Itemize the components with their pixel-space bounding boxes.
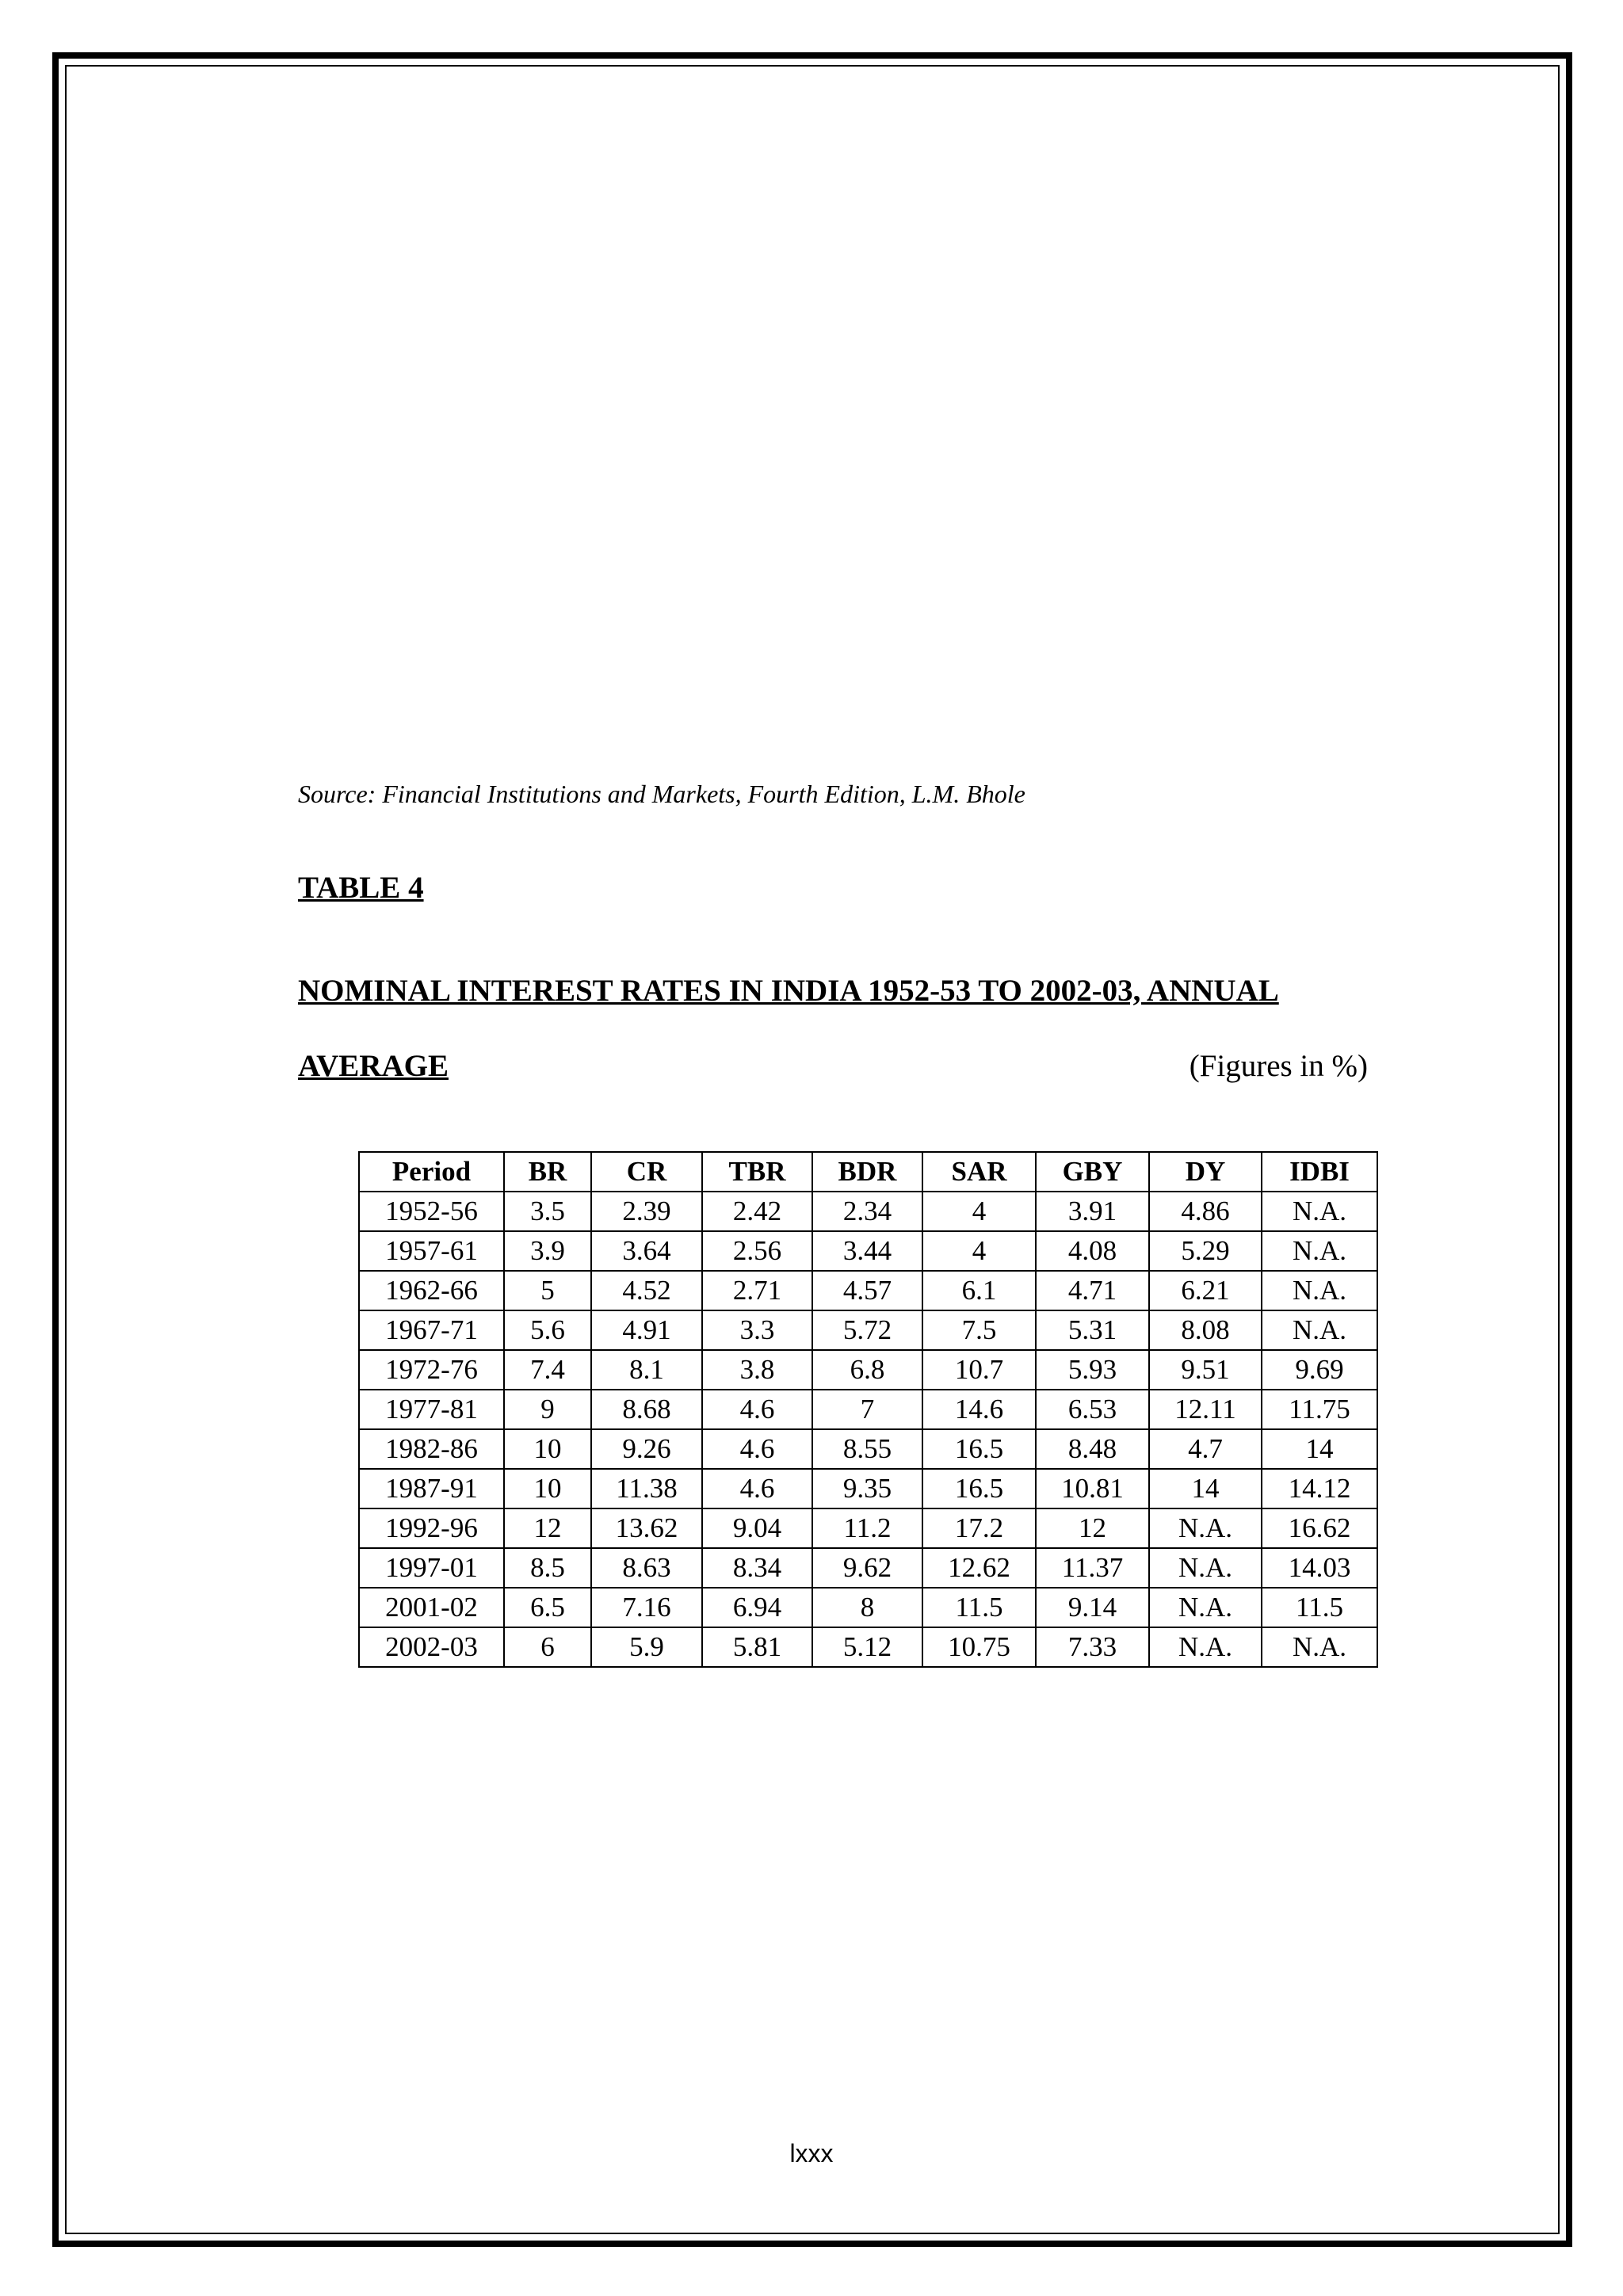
cell-cr: 8.68: [591, 1390, 702, 1429]
header-idbi: IDBI: [1262, 1152, 1377, 1192]
cell-gby: 6.53: [1036, 1390, 1149, 1429]
cell-tbr: 4.6: [702, 1390, 812, 1429]
cell-bdr: 5.72: [812, 1310, 922, 1350]
table-header-row: [359, 1152, 1377, 1192]
header-cr: CR: [591, 1152, 702, 1192]
cell-sar: 7.5: [922, 1310, 1036, 1350]
source-citation: Source: Financial Institutions and Markets, Fourth Edition, L.M. Bhole: [298, 780, 1025, 808]
cell-bdr: 5.12: [812, 1627, 922, 1667]
table-row: [359, 1429, 1377, 1469]
cell-sar: 16.5: [922, 1469, 1036, 1508]
cell-dy: N.A.: [1149, 1627, 1262, 1667]
cell-gby: 11.37: [1036, 1548, 1149, 1588]
cell-gby: 12: [1036, 1508, 1149, 1548]
page-border-inner: [65, 65, 1560, 2234]
page-number: lxxx: [789, 2139, 834, 2168]
cell-period: 1997-01: [359, 1548, 504, 1588]
table-title-line2: AVERAGE: [298, 1049, 449, 1083]
cell-sar: 10.75: [922, 1627, 1036, 1667]
cell-period: 1982-86: [359, 1429, 504, 1469]
cell-dy: 14: [1149, 1469, 1262, 1508]
cell-tbr: 5.81: [702, 1627, 812, 1667]
cell-bdr: 11.2: [812, 1508, 922, 1548]
cell-cr: 3.64: [591, 1231, 702, 1271]
cell-dy: 8.08: [1149, 1310, 1262, 1350]
cell-idbi: N.A.: [1262, 1310, 1377, 1350]
cell-tbr: 9.04: [702, 1508, 812, 1548]
cell-br: 6.5: [504, 1588, 591, 1627]
header-dy: DY: [1149, 1152, 1262, 1192]
cell-br: 10: [504, 1429, 591, 1469]
table-row: [359, 1508, 1377, 1548]
cell-idbi: N.A.: [1262, 1192, 1377, 1231]
cell-gby: 4.08: [1036, 1231, 1149, 1271]
cell-dy: N.A.: [1149, 1548, 1262, 1588]
cell-idbi: 14.12: [1262, 1469, 1377, 1508]
cell-sar: 17.2: [922, 1508, 1036, 1548]
cell-period: 1967-71: [359, 1310, 504, 1350]
cell-idbi: N.A.: [1262, 1271, 1377, 1310]
cell-cr: 11.38: [591, 1469, 702, 1508]
table-row: [359, 1548, 1377, 1588]
cell-bdr: 2.34: [812, 1192, 922, 1231]
cell-sar: 4: [922, 1231, 1036, 1271]
cell-period: 1962-66: [359, 1271, 504, 1310]
cell-period: 1952-56: [359, 1192, 504, 1231]
table-row: [359, 1469, 1377, 1508]
cell-bdr: 9.62: [812, 1548, 922, 1588]
cell-bdr: 3.44: [812, 1231, 922, 1271]
interest-rates-table: [358, 1151, 1378, 1668]
cell-tbr: 2.71: [702, 1271, 812, 1310]
cell-idbi: 9.69: [1262, 1350, 1377, 1390]
cell-tbr: 6.94: [702, 1588, 812, 1627]
cell-br: 6: [504, 1627, 591, 1667]
cell-cr: 7.16: [591, 1588, 702, 1627]
cell-tbr: 3.8: [702, 1350, 812, 1390]
cell-cr: 2.39: [591, 1192, 702, 1231]
cell-idbi: N.A.: [1262, 1627, 1377, 1667]
cell-sar: 16.5: [922, 1429, 1036, 1469]
units-note: (Figures in %): [1189, 1049, 1368, 1083]
header-gby: GBY: [1036, 1152, 1149, 1192]
table-title-line1: NOMINAL INTEREST RATES IN INDIA 1952-53 TO 2002-03, ANNUAL: [298, 974, 1279, 1008]
cell-period: 1957-61: [359, 1231, 504, 1271]
cell-idbi: 11.75: [1262, 1390, 1377, 1429]
cell-gby: 10.81: [1036, 1469, 1149, 1508]
cell-gby: 8.48: [1036, 1429, 1149, 1469]
cell-bdr: 9.35: [812, 1469, 922, 1508]
cell-sar: 6.1: [922, 1271, 1036, 1310]
cell-dy: 4.7: [1149, 1429, 1262, 1469]
cell-br: 5.6: [504, 1310, 591, 1350]
table-row: [359, 1627, 1377, 1667]
cell-gby: 3.91: [1036, 1192, 1149, 1231]
cell-bdr: 4.57: [812, 1271, 922, 1310]
header-br: BR: [504, 1152, 591, 1192]
cell-dy: 12.11: [1149, 1390, 1262, 1429]
cell-period: 1992-96: [359, 1508, 504, 1548]
cell-gby: 7.33: [1036, 1627, 1149, 1667]
cell-dy: N.A.: [1149, 1508, 1262, 1548]
cell-period: 1972-76: [359, 1350, 504, 1390]
cell-sar: 10.7: [922, 1350, 1036, 1390]
cell-br: 12: [504, 1508, 591, 1548]
table-row: [359, 1192, 1377, 1231]
cell-cr: 13.62: [591, 1508, 702, 1548]
cell-idbi: 11.5: [1262, 1588, 1377, 1627]
cell-br: 10: [504, 1469, 591, 1508]
cell-gby: 4.71: [1036, 1271, 1149, 1310]
cell-bdr: 7: [812, 1390, 922, 1429]
cell-br: 9: [504, 1390, 591, 1429]
cell-idbi: 16.62: [1262, 1508, 1377, 1548]
cell-tbr: 4.6: [702, 1429, 812, 1469]
cell-period: 2001-02: [359, 1588, 504, 1627]
cell-gby: 9.14: [1036, 1588, 1149, 1627]
cell-tbr: 8.34: [702, 1548, 812, 1588]
cell-bdr: 8: [812, 1588, 922, 1627]
cell-bdr: 8.55: [812, 1429, 922, 1469]
table-row: [359, 1231, 1377, 1271]
table-row: [359, 1588, 1377, 1627]
cell-cr: 9.26: [591, 1429, 702, 1469]
header-sar: SAR: [922, 1152, 1036, 1192]
cell-idbi: N.A.: [1262, 1231, 1377, 1271]
cell-sar: 14.6: [922, 1390, 1036, 1429]
cell-idbi: 14.03: [1262, 1548, 1377, 1588]
table-body: [359, 1192, 1377, 1667]
table-row: [359, 1310, 1377, 1350]
cell-br: 5: [504, 1271, 591, 1310]
table-row: [359, 1350, 1377, 1390]
table-row: [359, 1271, 1377, 1310]
cell-sar: 4: [922, 1192, 1036, 1231]
cell-dy: 9.51: [1149, 1350, 1262, 1390]
header-bdr: BDR: [812, 1152, 922, 1192]
cell-period: 1977-81: [359, 1390, 504, 1429]
cell-cr: 4.52: [591, 1271, 702, 1310]
cell-sar: 12.62: [922, 1548, 1036, 1588]
cell-tbr: 2.42: [702, 1192, 812, 1231]
cell-tbr: 4.6: [702, 1469, 812, 1508]
cell-period: 2002-03: [359, 1627, 504, 1667]
cell-dy: 4.86: [1149, 1192, 1262, 1231]
cell-tbr: 2.56: [702, 1231, 812, 1271]
cell-br: 3.9: [504, 1231, 591, 1271]
cell-dy: N.A.: [1149, 1588, 1262, 1627]
cell-br: 8.5: [504, 1548, 591, 1588]
header-period: Period: [359, 1152, 504, 1192]
cell-gby: 5.93: [1036, 1350, 1149, 1390]
cell-cr: 5.9: [591, 1627, 702, 1667]
table-label: TABLE 4: [298, 871, 424, 905]
cell-cr: 8.63: [591, 1548, 702, 1588]
cell-br: 3.5: [504, 1192, 591, 1231]
cell-br: 7.4: [504, 1350, 591, 1390]
cell-dy: 6.21: [1149, 1271, 1262, 1310]
table-row: [359, 1390, 1377, 1429]
cell-tbr: 3.3: [702, 1310, 812, 1350]
cell-dy: 5.29: [1149, 1231, 1262, 1271]
cell-cr: 8.1: [591, 1350, 702, 1390]
cell-period: 1987-91: [359, 1469, 504, 1508]
header-tbr: TBR: [702, 1152, 812, 1192]
cell-gby: 5.31: [1036, 1310, 1149, 1350]
cell-cr: 4.91: [591, 1310, 702, 1350]
cell-bdr: 6.8: [812, 1350, 922, 1390]
cell-idbi: 14: [1262, 1429, 1377, 1469]
cell-sar: 11.5: [922, 1588, 1036, 1627]
